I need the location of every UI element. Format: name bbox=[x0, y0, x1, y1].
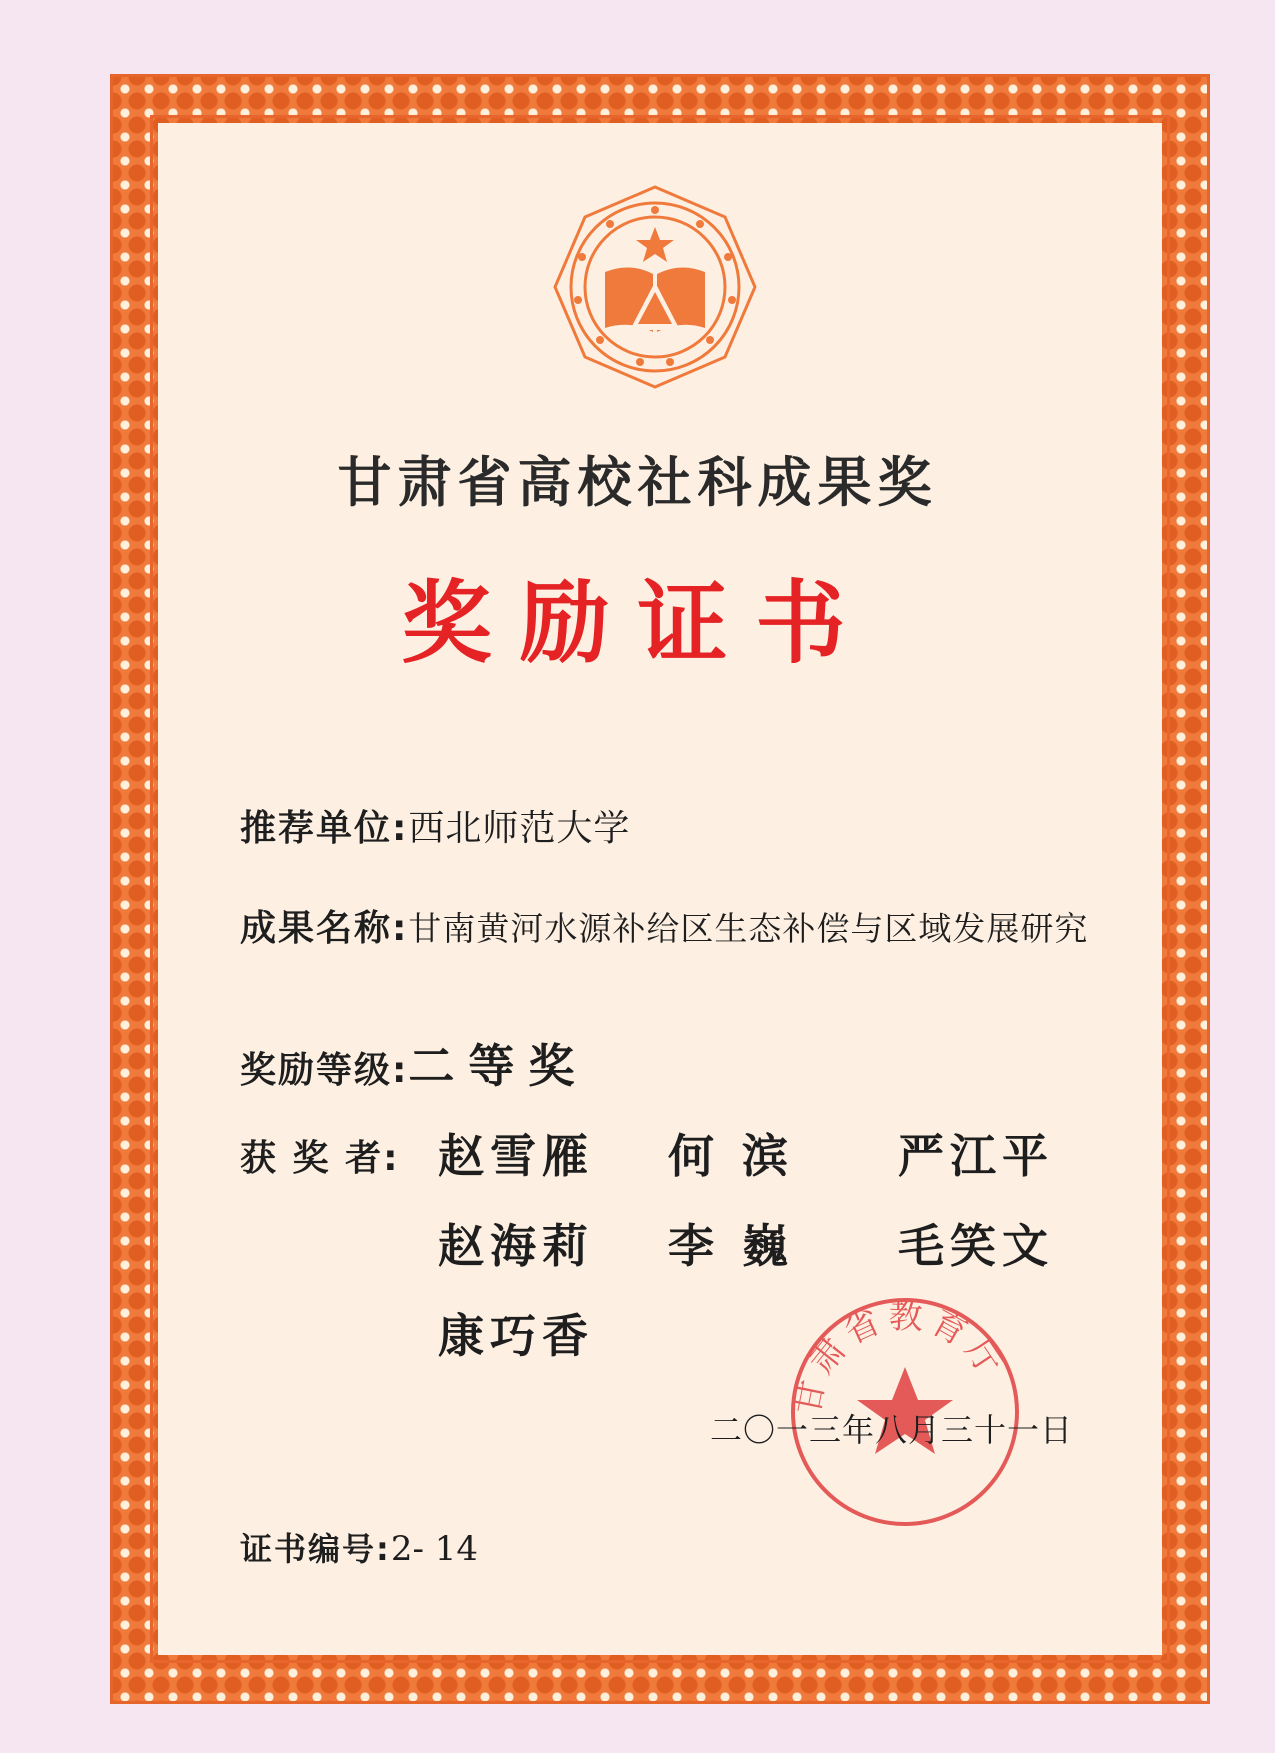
university-book-emblem-icon bbox=[550, 182, 760, 392]
winners-label: 获 奖 者: bbox=[240, 1138, 400, 1179]
winner-name: 毛笑文 bbox=[898, 1219, 1054, 1273]
winner-name: 何 滨 bbox=[668, 1129, 795, 1183]
winners-row bbox=[240, 1130, 399, 1181]
winner-name: 赵雪雁 bbox=[438, 1129, 594, 1183]
award-level-value: 二等奖 bbox=[408, 1039, 589, 1093]
issue-date: 二〇一三年八月三十一日 bbox=[710, 1411, 1074, 1449]
recommending-unit-label: 推荐单位: bbox=[240, 808, 409, 849]
svg-text:甘肃省教育厅: 甘肃省教育厅 bbox=[787, 1296, 1013, 1419]
winner-name: 严江平 bbox=[898, 1129, 1054, 1183]
achievement-row bbox=[240, 900, 1088, 951]
recommending-unit-value: 西北师范大学 bbox=[408, 808, 631, 849]
certificate-number-row bbox=[240, 1524, 478, 1570]
recommending-unit-row bbox=[240, 800, 630, 851]
certificate-title: 甘肃省高校社科成果奖 bbox=[337, 450, 938, 514]
certificate-number-label: 证书编号: bbox=[240, 1530, 391, 1568]
winner-name: 康巧香 bbox=[438, 1309, 594, 1363]
award-level-label: 奖励等级: bbox=[240, 1050, 409, 1091]
achievement-value: 甘南黄河水源补给区生态补偿与区域发展研究 bbox=[408, 909, 1089, 948]
achievement-label: 成果名称: bbox=[240, 908, 409, 949]
award-level-row bbox=[240, 1030, 588, 1096]
certificate-number-value: 2- 14 bbox=[390, 1529, 479, 1569]
winner-name: 李 巍 bbox=[668, 1219, 795, 1273]
winner-name: 赵海莉 bbox=[438, 1219, 594, 1273]
certificate-subtitle: 奖励证书 bbox=[401, 570, 874, 676]
